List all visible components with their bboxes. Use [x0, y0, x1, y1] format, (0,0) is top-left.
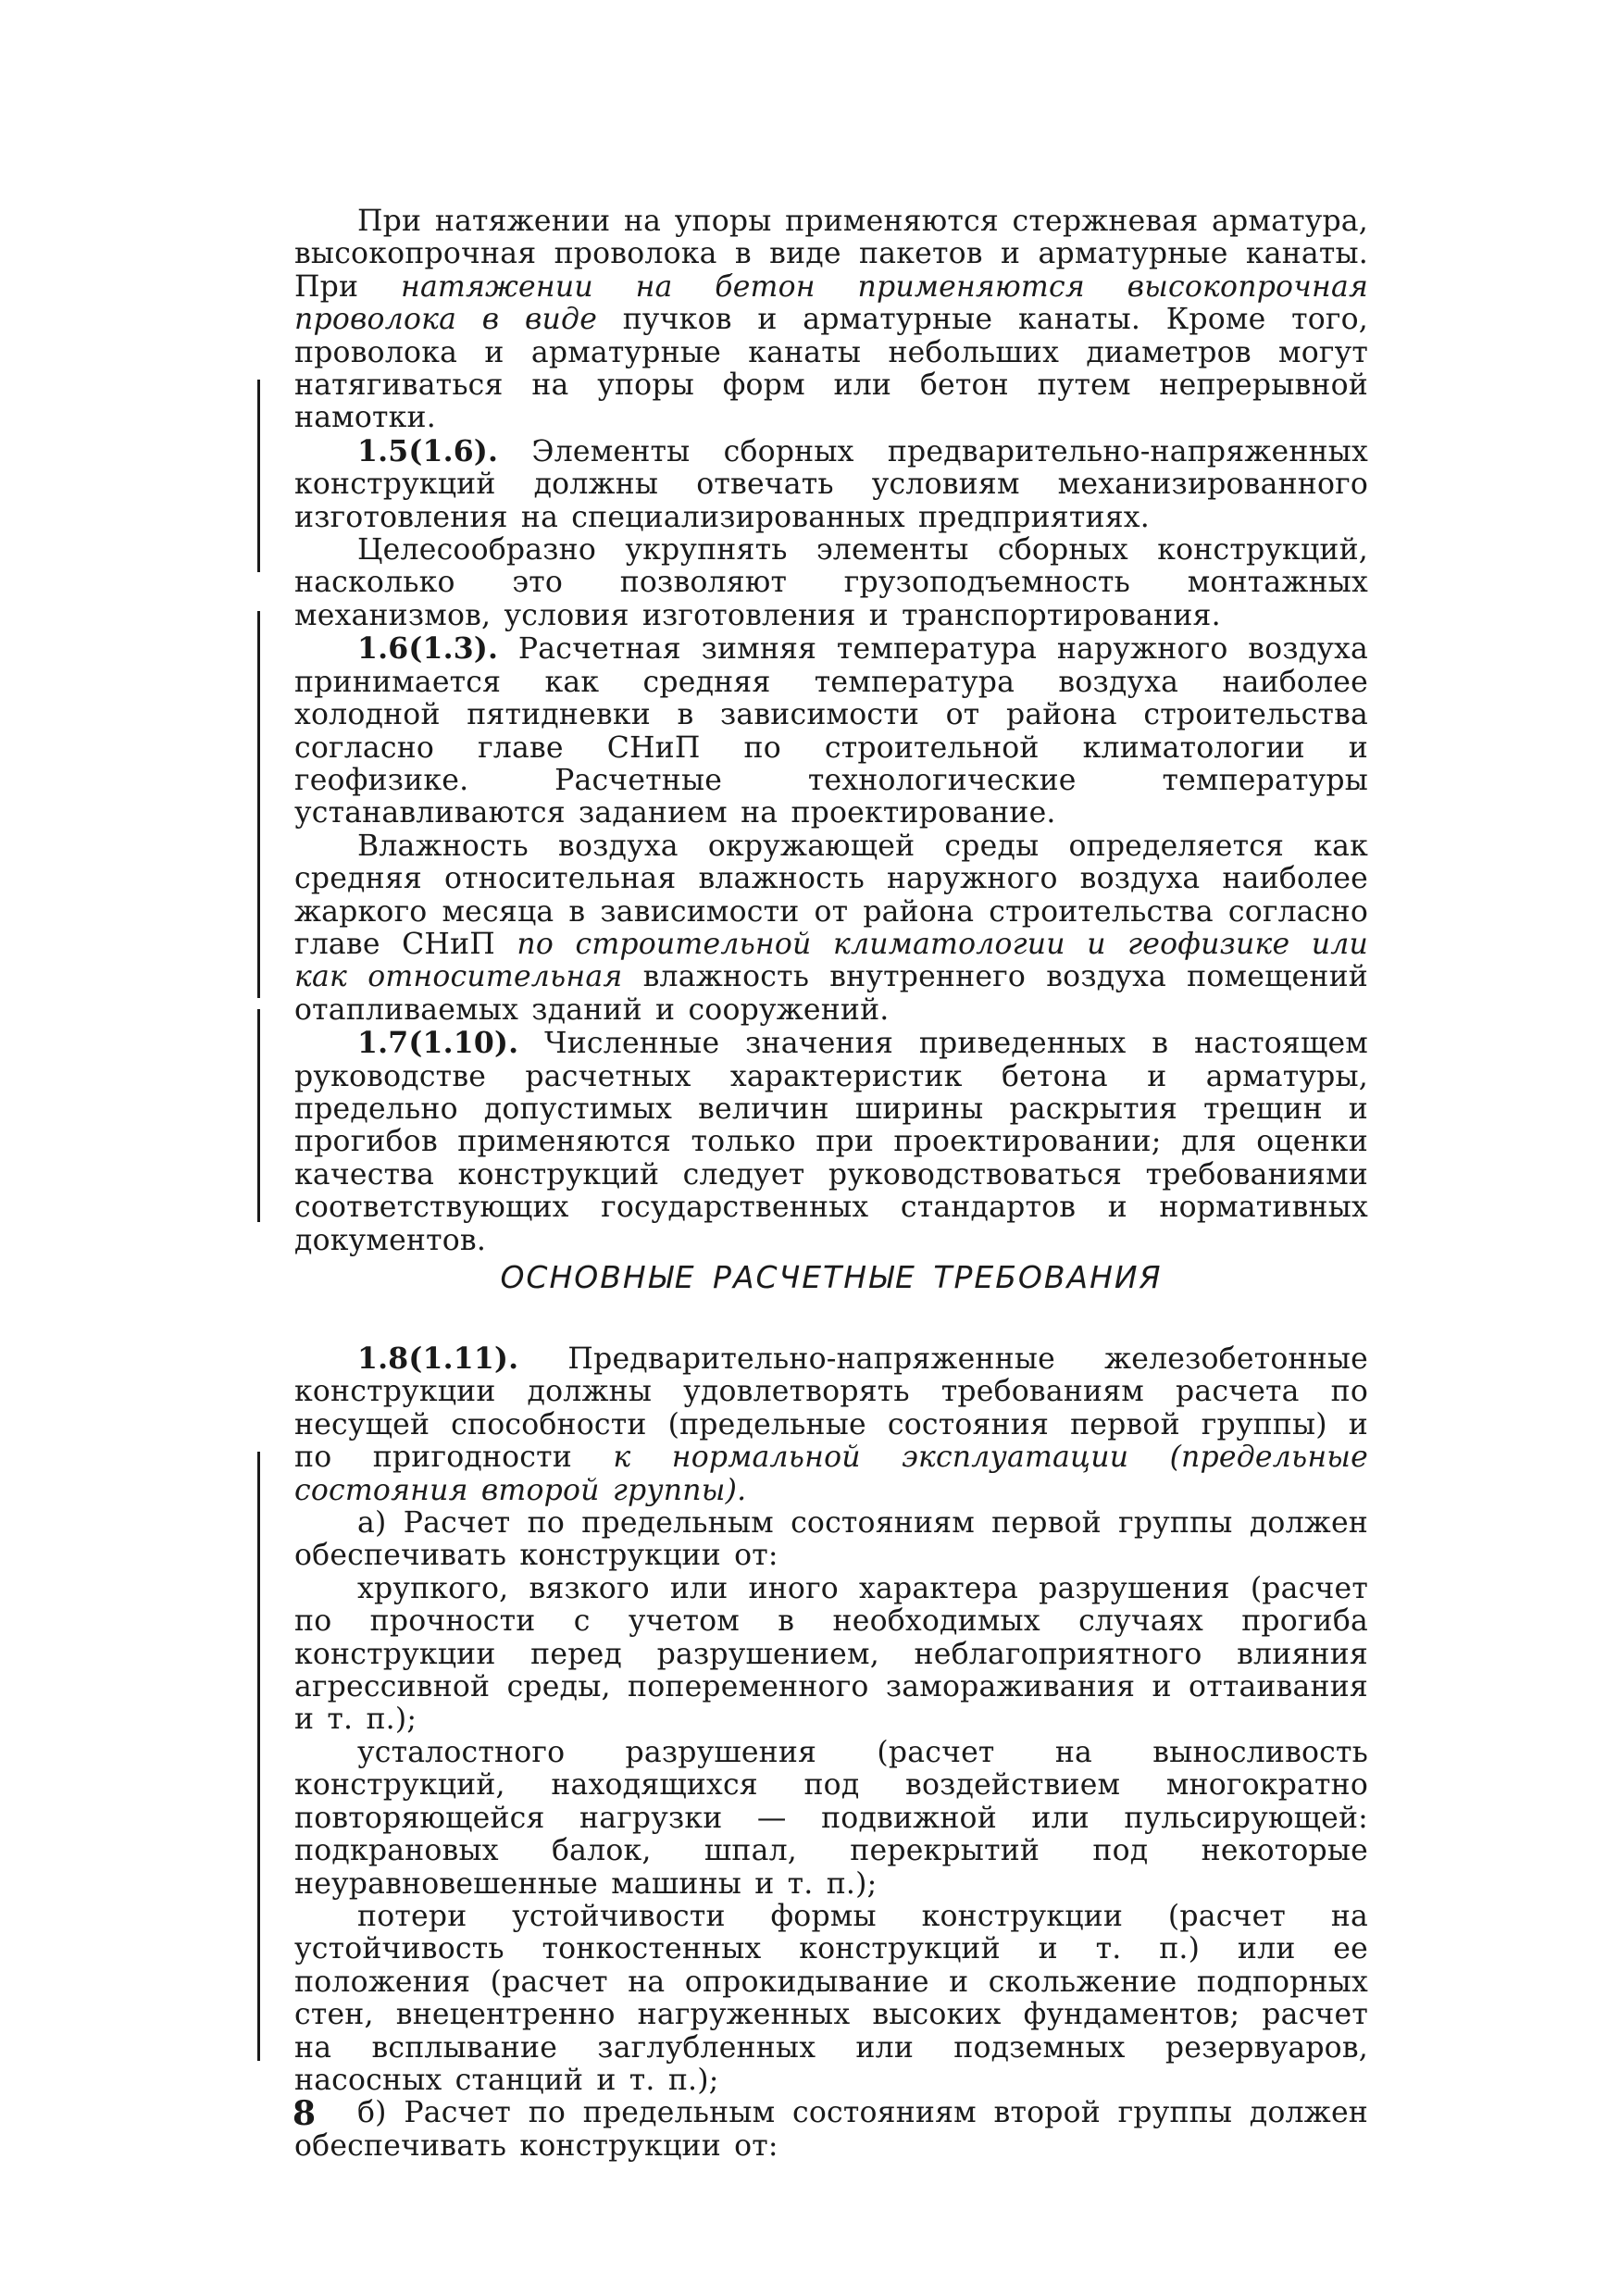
paragraph: При натяжении на упоры применяются стержневая арматура, высокопрочная проволока в виде пакетов и арматурные канаты. При натяжении на бетон применяются высокопрочная проволока в виде пучков и арматурные канаты. Кроме того, проволока и арматурные канаты небольших диаметров могут натягиваться на упоры форм или бетон путем непрерывной намотки.: [294, 205, 1369, 435]
clause-number: 1.6(1.3).: [357, 631, 499, 667]
section-heading: ОСНОВНЫЕ РАСЧЕТНЫЕ ТРЕБОВАНИЯ: [500, 1259, 1163, 1295]
revision-bar: [257, 611, 260, 998]
paragraph: 1.8(1.11). Предварительно-напряженные железобетонные конструкции должны удовлетворять требованиям расчета по несущей способности (предельные состояния первой группы) и по пригодности к нормальной эксплуатации (предельные состояния второй группы).: [294, 1341, 1369, 1507]
paragraph: хрупкого, вязкого или иного характера разрушения (расчет по прочности с учетом в необходимых случаях прогиба конструкции перед разрушением, неблагоприятного влияния агрессивной среды, попеременного замораживания и оттаивания и т. п.);: [294, 1571, 1368, 1737]
paragraph: Целесообразно укрупнять элементы сборных конструкций, насколько это позволяют грузоподъемность монтажных механизмов, условия изготовления и транспортирования.: [294, 533, 1368, 632]
clause-number: 1.7(1.10).: [357, 1026, 519, 1061]
paragraph: усталостного разрушения (расчет на выносливость конструкций, находящихся под воздействием многократно повторяющейся нагрузки — подвижной или пульсирующей: подкрановых балок, шпал, перекрытий под некоторые неуравновешенные машины и т. п.);: [294, 1735, 1368, 1901]
page-number: 8: [293, 2094, 317, 2133]
text-block-bottom: [294, 1342, 1368, 2163]
paragraph: Влажность воздуха окружающей среды определяется как средняя относительная влажность наружного воздуха наиболее жаркого месяца в зависимости от района строительства согласно главе СНиП по строительной климатологии и геофизике или как относительная влажность внутреннего воздуха помещений отапливаемых зданий и сооружений.: [294, 829, 1368, 1027]
paragraph: потери устойчивости формы конструкции (расчет на устойчивость тонкостенных конструкций и т. п.) или ее положения (расчет на опрокидывание и скольжение подпорных стен, внецентренно нагруженных высоких фундаментов; расчет на всплывание заглубленных или подземных резервуаров, насосных станций и т. п.);: [294, 1899, 1368, 2097]
paragraph: б) Расчет по предельным состояниям второй группы должен обеспечивать конструкции от:: [294, 2096, 1368, 2163]
paragraph: 1.7(1.10). Численные значения приведенных в настоящем руководстве расчетных характеристик бетона и арматуры, предельно допустимых величин ширины раскрытия трещин и прогибов применяются только при проектировании; для оценки качества конструкций следует руководствоваться требованиями соответствующих государственных стандартов и нормативных документов.: [294, 1026, 1368, 1257]
revision-bar: [257, 380, 260, 572]
revision-bar: [257, 1452, 260, 2061]
paragraph: 1.5(1.6). Элементы сборных предварительно-напряженных конструкций должны отвечать условиям механизированного изготовления на специализированных предприятиях.: [294, 433, 1368, 534]
clause-number: 1.8(1.11).: [357, 1341, 519, 1376]
clause-number: 1.5(1.6).: [357, 433, 499, 468]
text-block-top: [294, 206, 1368, 1257]
revision-bar: [257, 1009, 260, 1222]
paragraph: 1.6(1.3). Расчетная зимняя температура наружного воздуха принимается как средняя температура воздуха наиболее холодной пятидневки в зависимости от района строительства согласно главе СНиП по строительной климатологии и геофизике. Расчетные технологические температуры устанавливаются заданием на проектирование.: [294, 631, 1368, 830]
paragraph: а) Расчет по предельным состояниям первой группы должен обеспечивать конструкции от:: [294, 1506, 1368, 1573]
